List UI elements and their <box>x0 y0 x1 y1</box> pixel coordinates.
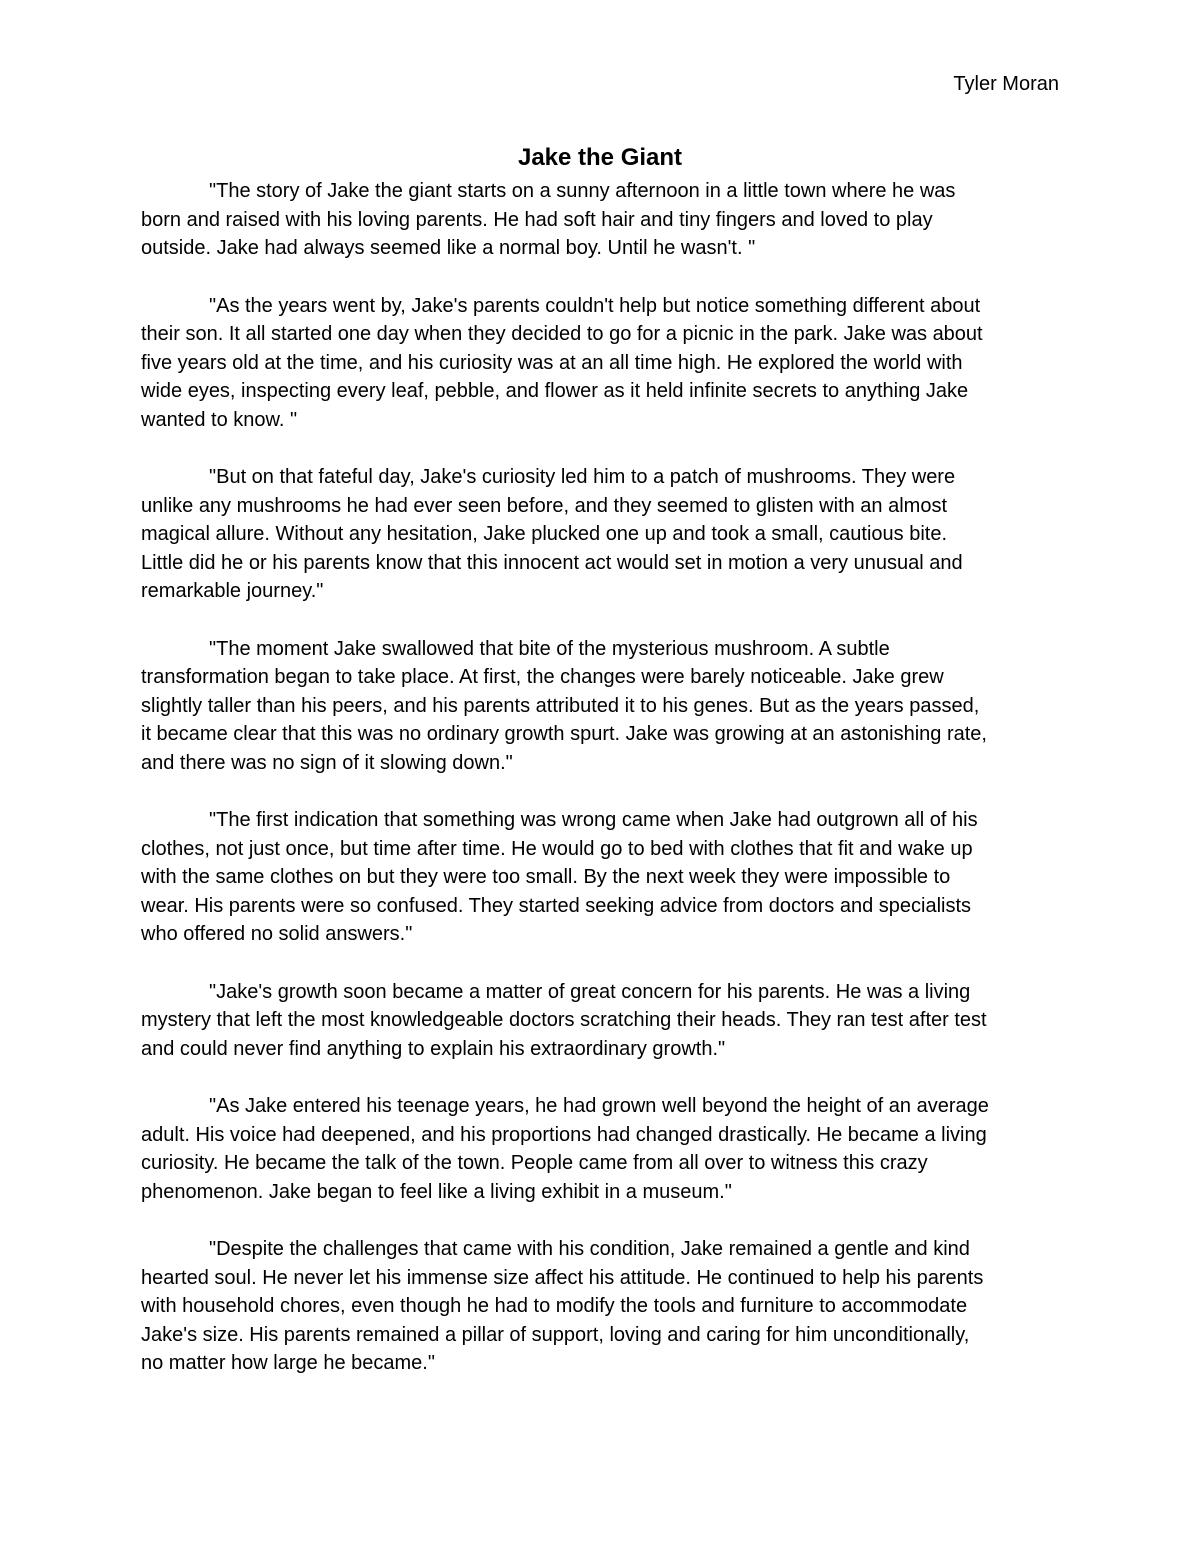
paragraph: "As Jake entered his teenage years, he had grown well beyond the height of an average adult. His voice had deepened, and his proportions had changed drastically. He became a living curiosity. He became the talk of the town. People came from all over to witness this crazy phenomenon. Jake began to feel like a living exhibit in a museum." <box>141 1095 989 1203</box>
paragraph: "But on that fateful day, Jake's curiosity led him to a patch of mushrooms. They were unlike any mushrooms he had ever seen before, and they seemed to glisten with an almost magical allure. Without any hesitation, Jake plucked one up and took a small, cautious bite. Little did he or his parents know that this innocent act would set in motion a very unusual and remarkable journey." <box>141 466 963 602</box>
paragraph: "The first indication that something was wrong came when Jake had outgrown all of his clothes, not just once, but time after time. He would go to bed with clothes that fit and wake up with the same clothes on but they were too small. By the next week they were impossible to wear. His parents were so confused. They started seeking advice from doctors and specialists who offered no solid answers." <box>141 809 978 945</box>
document-body <box>141 177 1061 1407</box>
paragraph: "Despite the challenges that came with his condition, Jake remained a gentle and kind hearted soul. He never let his immense size affect his attitude. He continued to help his parents with household chores, even though he had to modify the tools and furniture to accommodate Jake's size. His parents remained a pillar of support, loving and caring for him unconditionally, no matter how large he became." <box>141 1238 984 1374</box>
document-title: Jake the Giant <box>517 144 683 171</box>
paragraph: "The story of Jake the giant starts on a sunny afternoon in a little town where he was born and raised with his loving parents. He had soft hair and tiny fingers and loved to play outside. Jake had always seemed like a normal boy. Until he wasn't. " <box>141 180 956 259</box>
paragraph: "As the years went by, Jake's parents couldn't help but notice something different about their son. It all started one day when they decided to go for a picnic in the park. Jake was about five years old at the time, and his curiosity was at an all time high. He explored the world with wide eyes, inspecting every leaf, pebble, and flower as it held infinite secrets to anything Jake wanted to know. " <box>141 294 983 431</box>
author-name: Tyler Moran <box>953 73 1059 95</box>
paragraph: "The moment Jake swallowed that bite of the mysterious mushroom. A subtle transformation began to take place. At first, the changes were barely noticeable. Jake grew slightly taller than his peers, and his parents attributed it to his genes. But as the years passed, it became clear that this was no ordinary growth spurt. Jake was growing at an astonishing rate, and there was no sign of it slowing down." <box>141 637 987 774</box>
paragraph: "Jake's growth soon became a matter of great concern for his parents. He was a living mystery that left the most knowledgeable doctors scratching their heads. They ran test after test and could never find anything to explain his extraordinary growth." <box>141 980 987 1060</box>
